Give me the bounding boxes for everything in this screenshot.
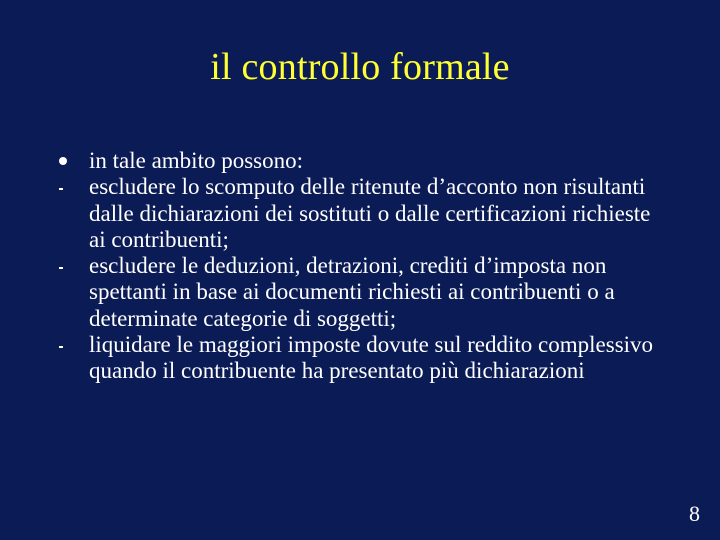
bullet-dash-icon bbox=[59, 346, 63, 348]
bullet-dash-icon bbox=[59, 267, 63, 269]
list-item-text: in tale ambito possono: bbox=[89, 148, 304, 173]
bullet-dot-icon bbox=[59, 157, 67, 165]
page-number: 8 bbox=[689, 501, 700, 526]
bullet-dash-icon bbox=[59, 188, 63, 190]
slide-title: il controllo formale bbox=[210, 46, 510, 88]
list-item bbox=[55, 174, 655, 253]
list-item-text: escludere le deduzioni, detrazioni, crediti d’imposta non spettanti in base ai documenti richiesti ai contribuenti o a determinate categorie di soggetti; bbox=[89, 253, 615, 331]
bullet-list bbox=[55, 148, 655, 385]
list-item-text: escludere lo scomputo delle ritenute d’acconto non risultanti dalle dichiarazioni dei sostituti o dalle certificazioni richieste ai contribuenti; bbox=[89, 174, 651, 252]
list-item bbox=[55, 148, 655, 174]
list-item bbox=[55, 253, 655, 332]
list-item-text: liquidare le maggiori imposte dovute sul reddito complessivo quando il contribuente ha presentato più dichiarazioni bbox=[89, 332, 654, 384]
list-item bbox=[55, 332, 655, 385]
